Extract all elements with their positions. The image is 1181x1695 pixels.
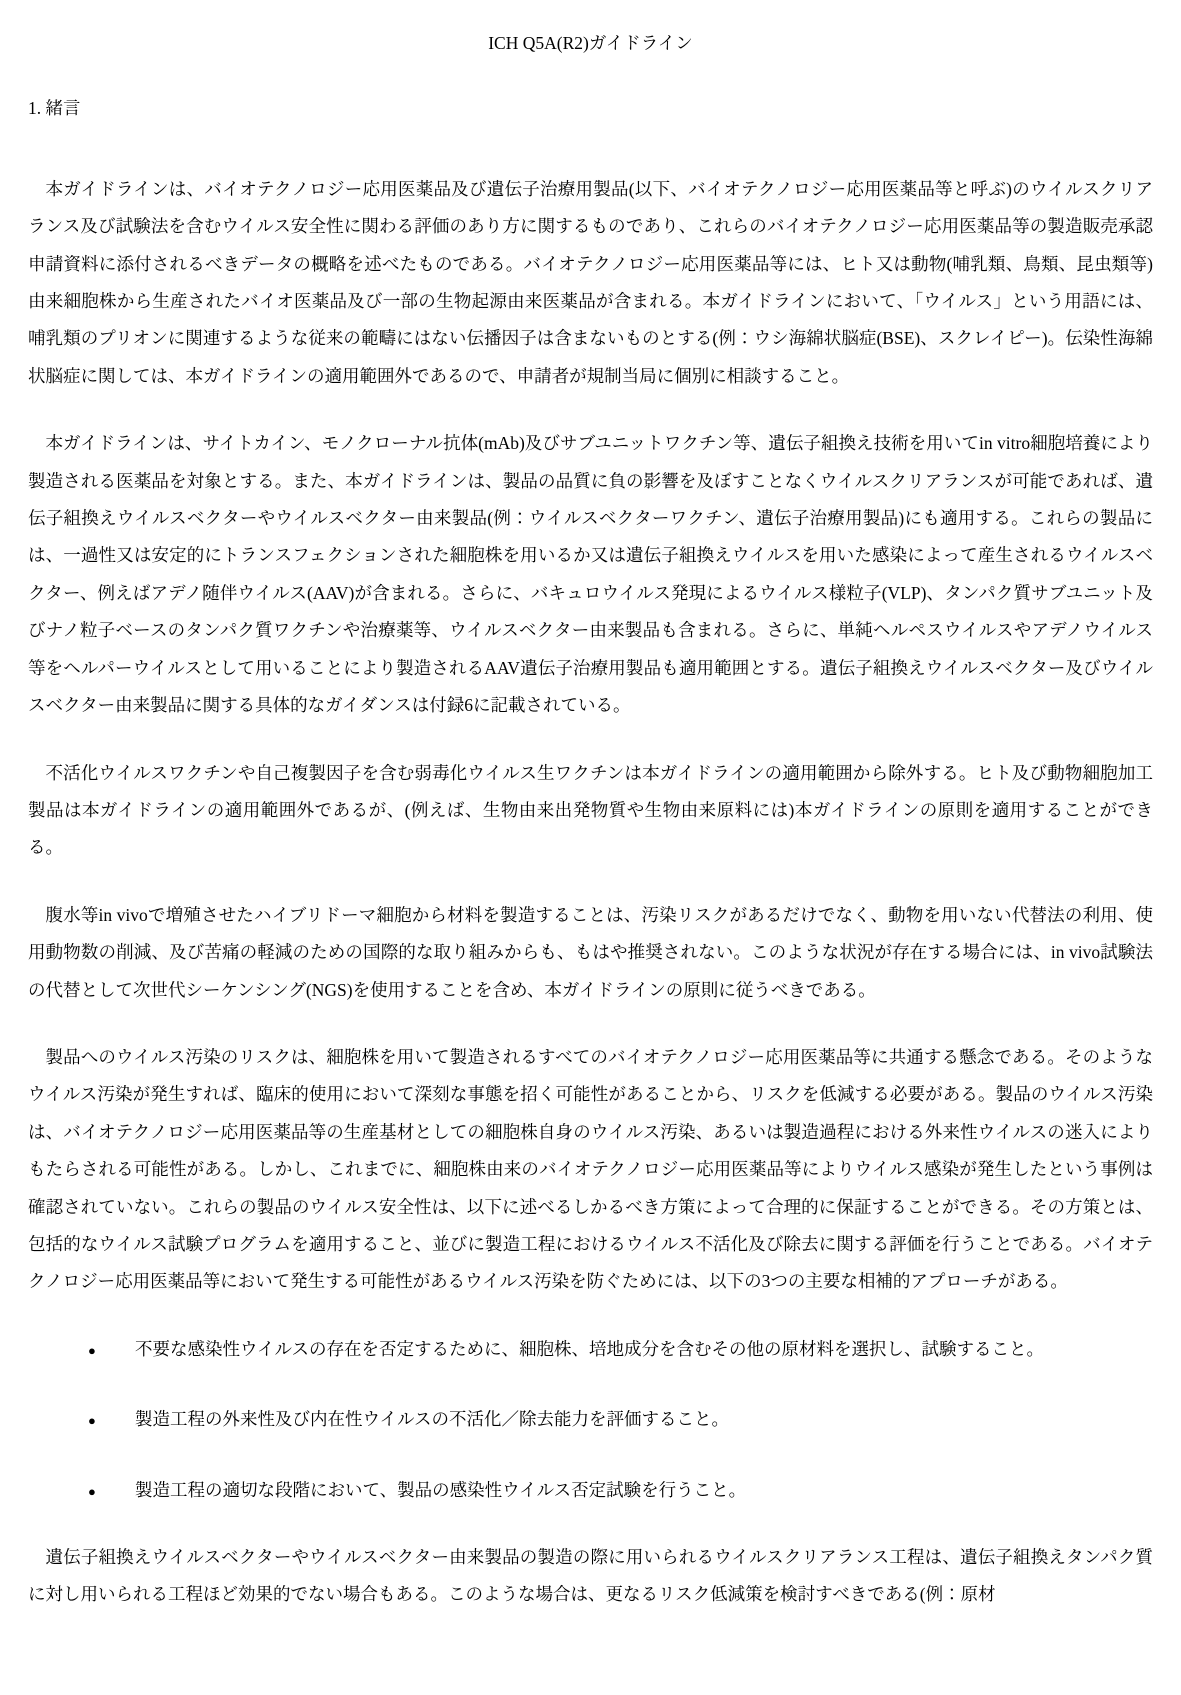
bullet-text: 不要な感染性ウイルスの存在を否定するために、細胞株、培地成分を含むその他の原材料を選択し、試験すること。 [135,1338,1044,1359]
bullet-icon: ● [88,1413,96,1429]
bullet-icon: ● [88,1342,96,1358]
bullet-text: 製造工程の外来性及び内在性ウイルスの不活化／除去能力を評価すること。 [135,1409,729,1430]
page-title: ICH Q5A(R2)ガイドライン [488,33,693,53]
paragraph-in-vivo: 腹水等in vivoで増殖させたハイブリドーマ細胞から材料を製造することは、汚染リスクがあるだけでなく、動物を用いない代替法の利用、使用動物数の削減、及び苦痛の軽減のための国際的な取り組みからも、もはや推奨されない。このような状況が存在する場合には、in vivo試験法の代替として次世代シーケンシング(NGS)を使用することを含め、本ガイドラインの原則に従うべきである。 [28,904,1153,1000]
bullet-text: 製造工程の適切な段階において、製品の感染性ウイルス否定試験を行うこと。 [135,1479,747,1500]
section-heading: 1. 緒言 [28,98,81,119]
paragraph-contamination-risk: 製品へのウイルス汚染のリスクは、細胞株を用いて製造されるすべてのバイオテクノロジー応用医薬品等に共通する懸念である。そのようなウイルス汚染が発生すれば、臨床的使用において深刻な事態を招く可能性があることから、リスクを低減する必要がある。製品のウイルス汚染は、バイオテクノロジー応用医薬品等の生産基材としての細胞株自身のウイルス汚染、あるいは製造過程における外来性ウイルスの迷入によりもたらされる可能性がある。しかし、これまでに、細胞株由来のバイオテクノロジー応用医薬品等によりウイルス感染が発生したという事例は確認されていない。これらの製品のウイルス安全性は、以下に述べるしかるべき方策によって合理的に保証することができる。その方策とは、包括的なウイルス試験プログラムを適用すること、並びに製造工程におけるウイルス不活化及び除去に関する評価を行うことである。バイオテクノロジー応用医薬品等において発生する可能性があるウイルス汚染を防ぐためには、以下の3つの主要な相補的アプローチがある。 [28,1046,1153,1292]
bullet-list [28,1331,1153,1509]
list-item [28,1401,1153,1438]
paragraph-vector-clearance: 遺伝子組換えウイルスベクターやウイルスベクター由来製品の製造の際に用いられるウイルスクリアランス工程は、遺伝子組換えタンパク質に対し用いられる工程ほど効果的でない場合もある。このような場合は、更なるリスク低減策を検討すべきである(例：原材 [28,1547,1153,1605]
paragraph-exclusions: 不活化ウイルスワクチンや自己複製因子を含む弱毒化ウイルス生ワクチンは本ガイドラインの適用範囲から除外する。ヒト及び動物細胞加工製品は本ガイドラインの適用範囲外であるが、(例えば、生物由来出発物質や生物由来原料には)本ガイドラインの原則を適用することができる。 [28,762,1153,858]
paragraph-applicability: 本ガイドラインは、サイトカイン、モノクローナル抗体(mAb)及びサブユニットワクチン等、遺伝子組換え技術を用いてin vitro細胞培養により製造される医薬品を対象とする。また、本ガイドラインは、製品の品質に負の影響を及ぼすことなくウイルスクリアランスが可能であれば、遺伝子組換えウイルスベクターやウイルスベクター由来製品(例：ウイルスベクターワクチン、遺伝子治療用製品)にも適用する。これらの製品には、一過性又は安定的にトランスフェクションされた細胞株を用いるか又は遺伝子組換えウイルスを用いた感染によって産生されるウイルスベクター、例えばアデノ随伴ウイルス(AAV)が含まれる。さらに、バキュロウイルス発現によるウイルス様粒子(VLP)、タンパク質サブユニット及びナノ粒子ベースのタンパク質ワクチンや治療薬等、ウイルスベクター由来製品も含まれる。さらに、単純ヘルペスウイルスやアデノウイルス等をヘルパーウイルスとして用いることにより製造されるAAV遺伝子治療用製品も適用範囲とする。遺伝子組換えウイルスベクター及びウイルスベクター由来製品に関する具体的なガイダンスは付録6に記載されている。 [28,433,1154,716]
bullet-icon: ● [88,1483,96,1499]
paragraph-scope: 本ガイドラインは、バイオテクノロジー応用医薬品及び遺伝子治療用製品(以下、バイオテクノロジー応用医薬品等と呼ぶ)のウイルスクリアランス及び試験法を含むウイルス安全性に関わる評価のあり方に関するものであり、これらのバイオテクノロジー応用医薬品等の製造販売承認申請資料に添付されるべきデータの概略を述べたものである。バイオテクノロジー応用医薬品等には、ヒト又は動物(哺乳類、鳥類、昆虫類等)由来細胞株から生産されたバイオ医薬品及び一部の生物起源由来医薬品が含まれる。本ガイドラインにおいて、「ウイルス」という用語には、哺乳類のプリオンに関連するような従来の範疇にはない伝播因子は含まないものとする(例：ウシ海綿状脳症(BSE)、スクレイピー)。伝染性海綿状脳症に関しては、本ガイドラインの適用範囲外であるので、申請者が規制当局に個別に相談すること。 [28,178,1153,386]
list-item [28,1331,1153,1368]
list-item [28,1472,1153,1509]
